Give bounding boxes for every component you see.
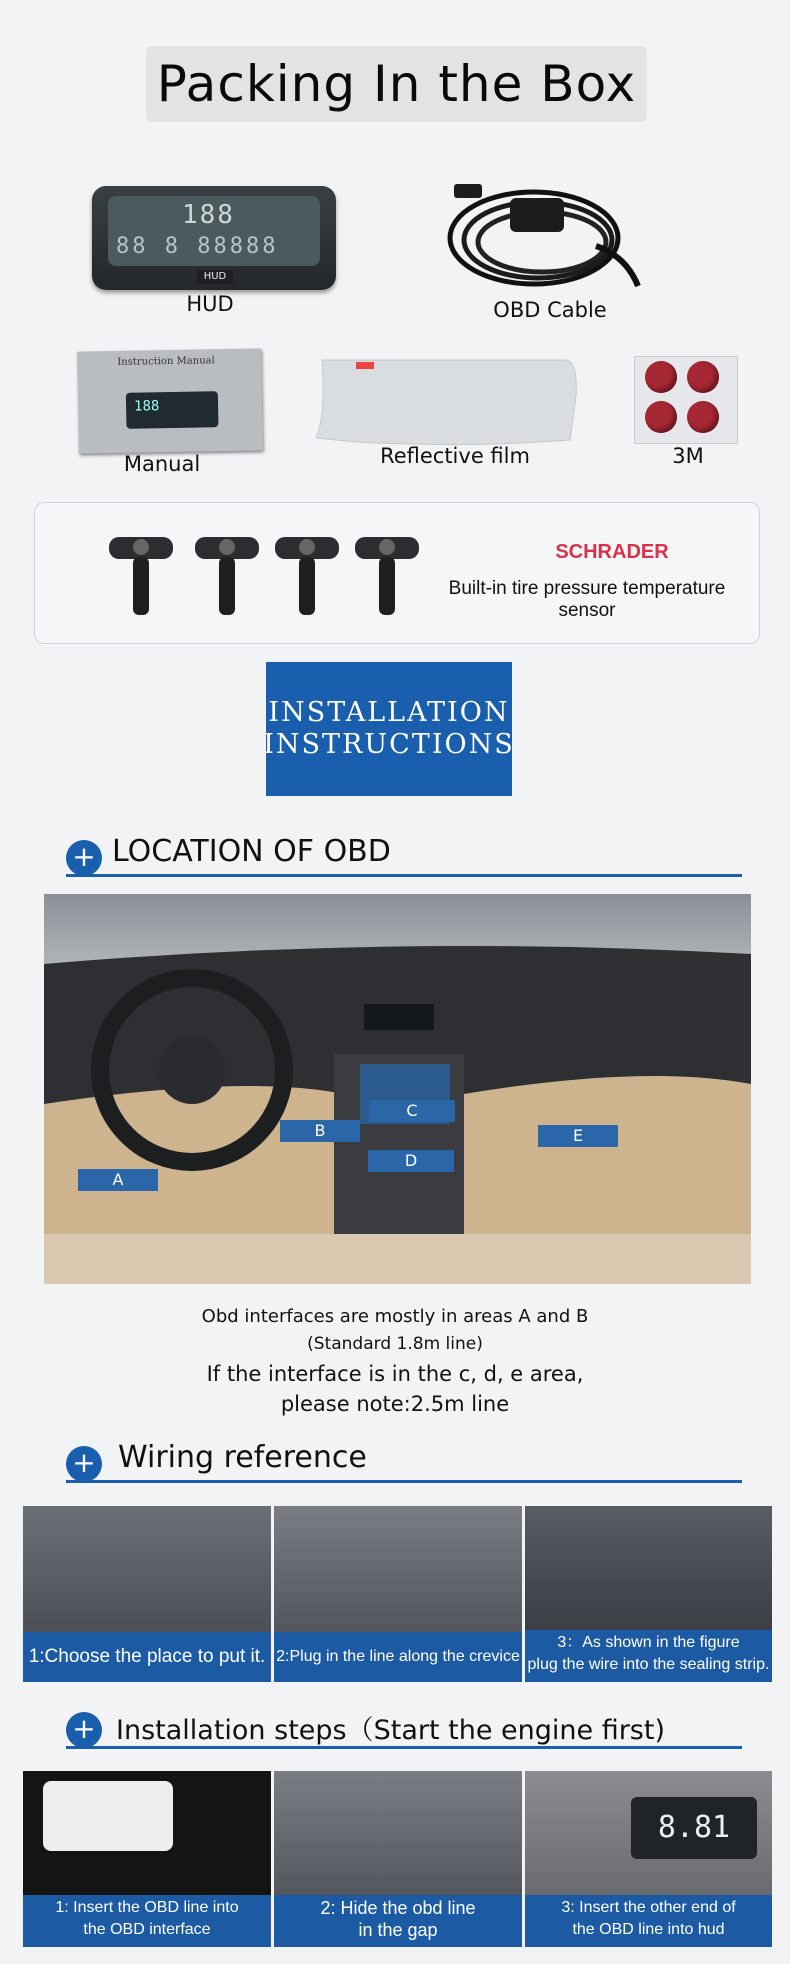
3m-tape-image xyxy=(634,356,738,444)
plus-icon: + xyxy=(66,840,102,876)
hud-screen-display: 8.81 xyxy=(631,1797,757,1859)
plus-icon: + xyxy=(66,1712,102,1748)
sensor-description: Built-in tire pressure temperature sensor xyxy=(448,578,726,621)
film-caption: Reflective film xyxy=(380,444,530,468)
area-label-a: A xyxy=(78,1169,158,1191)
installation-instructions-banner xyxy=(263,662,515,796)
obd-note-line1: Obd interfaces are mostly in areas A and B xyxy=(201,1306,589,1327)
car-interior-illustration xyxy=(44,894,751,1284)
section-title: Wiring reference xyxy=(118,1440,367,1475)
section-title: LOCATION OF OBD xyxy=(112,834,391,869)
obd-connector-image xyxy=(43,1781,173,1851)
tape-dot xyxy=(645,401,677,433)
wiring-caption-3-line1: 3：As shown in the figure xyxy=(557,1634,740,1651)
area-label-c: C xyxy=(369,1100,455,1122)
step-caption-1 xyxy=(23,1895,271,1947)
obd-cable-caption: OBD Cable xyxy=(493,298,607,322)
step-panel-1 xyxy=(23,1771,271,1947)
section-header-wiring xyxy=(66,1440,742,1483)
car-interior-image xyxy=(44,894,751,1284)
page-title-box xyxy=(146,46,647,122)
section-header-steps xyxy=(66,1706,742,1749)
manual-caption: Manual xyxy=(123,452,201,476)
step-caption-3-line2: the OBD line into hud xyxy=(572,1921,725,1938)
manual-screen-digits: 188 xyxy=(133,398,160,415)
step-caption-2 xyxy=(274,1895,522,1947)
obd-note-line2: (Standard 1.8m line) xyxy=(307,1334,483,1354)
obd-cable-image xyxy=(446,176,642,294)
tire-sensor-image xyxy=(193,533,261,617)
step-panel-3 xyxy=(525,1771,772,1947)
manual-image xyxy=(77,348,263,453)
install-title-line1: INSTALLATION xyxy=(268,697,510,728)
step-caption-3-line1: 3: Insert the other end of xyxy=(561,1899,736,1916)
area-label-e: E xyxy=(538,1125,618,1147)
reflective-film-image xyxy=(316,356,580,446)
manual-doc-title: Instruction Manual xyxy=(117,355,215,368)
obd-note-line3: If the interface is in the c, d, e area, xyxy=(206,1362,584,1386)
step-caption-3 xyxy=(525,1895,772,1947)
tire-sensor-image xyxy=(353,533,421,617)
tape-dot xyxy=(645,361,677,393)
area-label-b: B xyxy=(280,1120,360,1142)
section-header-obd-location xyxy=(66,834,742,877)
obd-note-line4: please note:2.5m line xyxy=(280,1392,510,1416)
install-title-line2: INSTRUCTIONS xyxy=(263,729,515,760)
tape-dot xyxy=(687,361,719,393)
wiring-caption-2: 2:Plug in the line along the crevice xyxy=(274,1632,522,1682)
hud-device-image xyxy=(92,186,336,290)
wiring-caption-1: 1:Choose the place to put it. xyxy=(23,1632,271,1682)
hud-badge: HUD xyxy=(197,270,233,284)
wiring-panel-2 xyxy=(274,1506,522,1682)
page-title: Packing In the Box xyxy=(156,55,637,113)
tape-dot xyxy=(687,401,719,433)
tire-sensor-image xyxy=(273,533,341,617)
hud-digits-top: 188 xyxy=(182,200,235,230)
wiring-caption-3-line2: plug the wire into the sealing strip. xyxy=(527,1656,770,1673)
step-caption-1-line2: the OBD interface xyxy=(83,1921,211,1938)
step-caption-2-line2: in the gap xyxy=(358,1920,438,1940)
manual-screen xyxy=(126,391,219,429)
step-panel-2 xyxy=(274,1771,522,1947)
area-label-d: D xyxy=(368,1150,454,1172)
tire-sensor-panel xyxy=(34,502,760,644)
step-caption-2-line1: 2: Hide the obd line xyxy=(320,1898,476,1918)
wiring-caption-3 xyxy=(525,1630,772,1682)
wiring-panel-3 xyxy=(525,1506,772,1682)
tire-sensor-image xyxy=(107,533,175,617)
step-caption-1-line1: 1: Insert the OBD line into xyxy=(55,1899,239,1916)
wiring-panel-1 xyxy=(23,1506,271,1682)
sensor-brand: SCHRADER xyxy=(555,541,669,563)
section-title: Installation steps（Start the engine first) xyxy=(116,1715,665,1746)
hud-digits-bottom: 88 8 88888 xyxy=(116,234,279,259)
plus-icon: + xyxy=(66,1446,102,1482)
hud-caption: HUD xyxy=(186,292,234,316)
3m-caption: 3M xyxy=(672,444,704,468)
